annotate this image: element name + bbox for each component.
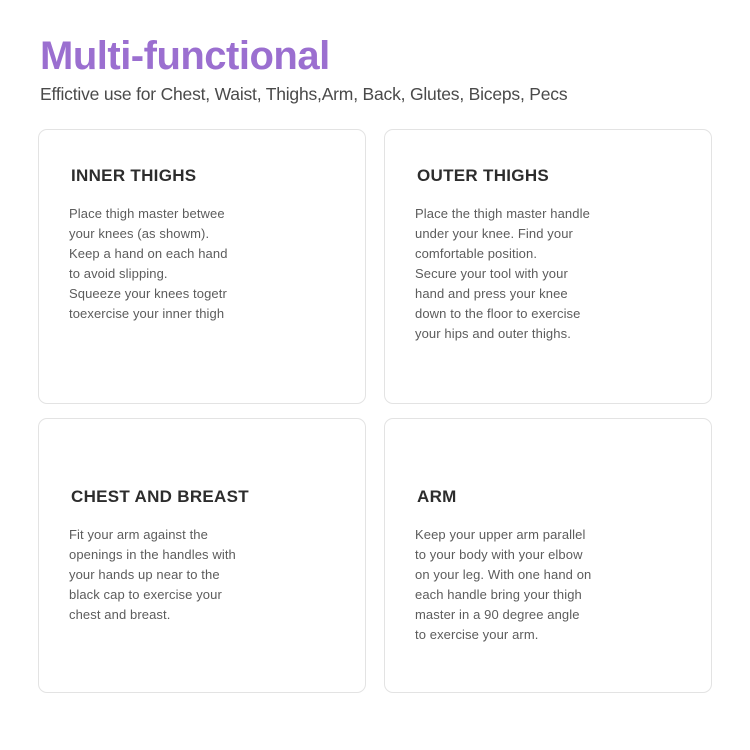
card-body-line: Fit your arm against the bbox=[69, 527, 208, 542]
card-body-line: master in a 90 degree angle bbox=[415, 607, 580, 622]
card-title: CHEST AND BREAST bbox=[71, 487, 249, 506]
card-chest-and-breast bbox=[38, 418, 366, 693]
card-body-line: each handle bring your thigh bbox=[415, 587, 582, 602]
card-body-line: chest and breast. bbox=[69, 607, 171, 622]
card-body-line: hand and press your knee bbox=[415, 286, 568, 301]
card-body-line: your hips and outer thighs. bbox=[415, 326, 571, 341]
card-title: INNER THIGHS bbox=[71, 166, 197, 185]
card-body bbox=[69, 525, 335, 625]
instruction-card-grid bbox=[38, 129, 712, 693]
card-body-line: to avoid slipping. bbox=[69, 266, 168, 281]
card-body-line: Secure your tool with your bbox=[415, 266, 568, 281]
card-body-line: on your leg. With one hand on bbox=[415, 567, 592, 582]
card-arm bbox=[384, 418, 712, 693]
card-outer-thighs bbox=[384, 129, 712, 404]
card-body-line: your hands up near to the bbox=[69, 567, 220, 582]
card-body-line: to exercise your arm. bbox=[415, 627, 539, 642]
card-body-line: toexercise your inner thigh bbox=[69, 306, 225, 321]
card-title: OUTER THIGHS bbox=[417, 166, 550, 185]
card-body bbox=[415, 204, 681, 344]
card-body-line: down to the floor to exercise bbox=[415, 306, 581, 321]
card-body-line: comfortable position. bbox=[415, 246, 538, 261]
card-body bbox=[415, 525, 681, 645]
card-body-line: Keep your upper arm parallel bbox=[415, 527, 586, 542]
card-body-line: Place thigh master betwee bbox=[69, 206, 225, 221]
card-body-line: Squeeze your knees togetr bbox=[69, 286, 227, 301]
card-body-line: your knees (as showm). bbox=[69, 226, 210, 241]
card-body-line: black cap to exercise your bbox=[69, 587, 222, 602]
card-body bbox=[69, 204, 335, 324]
card-inner-thighs bbox=[38, 129, 366, 404]
card-body-line: to your body with your elbow bbox=[415, 547, 583, 562]
card-body-line: Keep a hand on each hand bbox=[69, 246, 228, 261]
page-title: Multi-functional bbox=[40, 34, 330, 78]
card-title: ARM bbox=[417, 487, 457, 506]
card-body-line: openings in the handles with bbox=[69, 547, 236, 562]
card-body-line: Place the thigh master handle bbox=[415, 206, 590, 221]
card-body-line: under your knee. Find your bbox=[415, 226, 573, 241]
page-subtitle: Effictive use for Chest, Waist, Thighs,Arm, Back, Glutes, Biceps, Pecs bbox=[40, 84, 568, 104]
